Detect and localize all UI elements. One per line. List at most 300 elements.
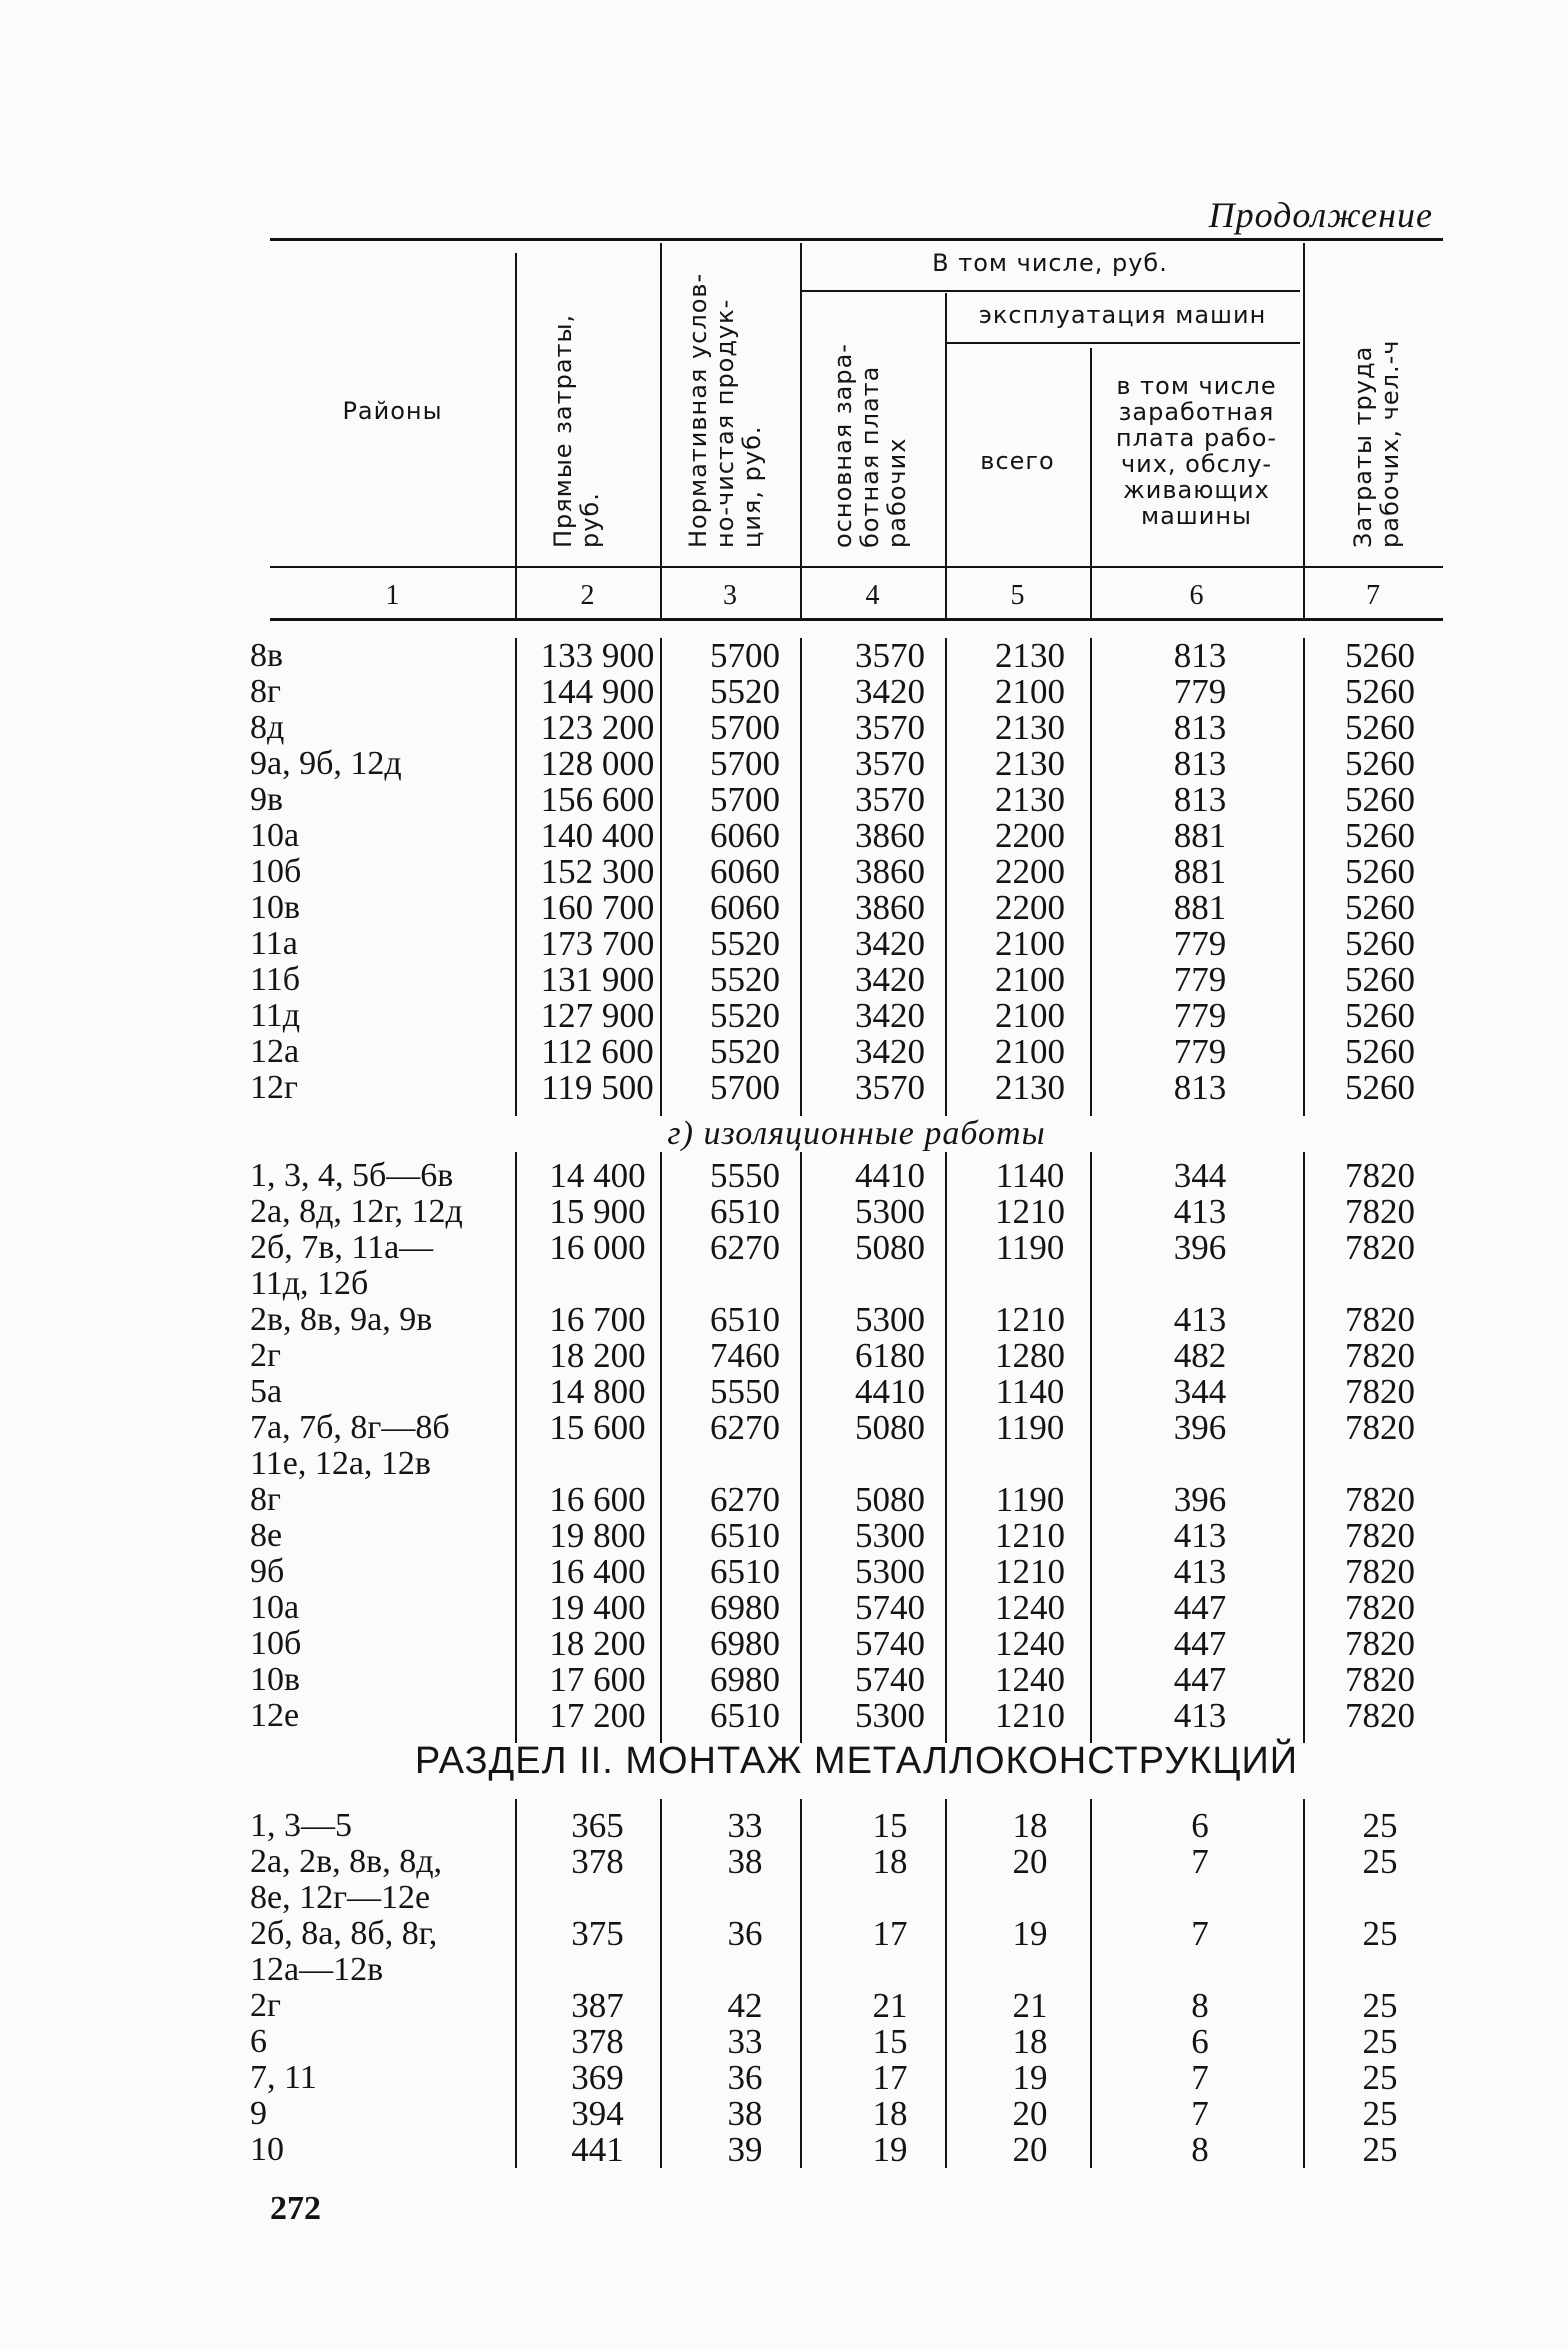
- value-cell: 5080: [855, 1480, 925, 1519]
- value-cell: 17 200: [549, 1696, 646, 1735]
- value-cell: 413: [1173, 1696, 1227, 1735]
- table-row: [250, 852, 1443, 891]
- value-cell: 3420: [855, 924, 925, 963]
- value-cell: 5260: [1345, 744, 1415, 783]
- table-row: [250, 1300, 1443, 1339]
- value-cell: 18: [1012, 2022, 1048, 2061]
- value-cell: 36: [727, 1914, 763, 1953]
- header-group-exploitation: эксплуатация машин: [978, 301, 1267, 329]
- value-cell: 6980: [710, 1588, 780, 1627]
- value-cell: 6: [1191, 1806, 1209, 1845]
- value-cell: 5300: [855, 1192, 925, 1231]
- value-cell: 5520: [710, 996, 780, 1035]
- district-cell: 7а, 7б, 8г—8б: [250, 1409, 450, 1446]
- district-cell: 2б, 8а, 8б, 8г,: [250, 1915, 438, 1952]
- value-cell: 17 600: [549, 1660, 646, 1699]
- table-row: [250, 960, 1443, 999]
- value-cell: 173 700: [540, 924, 655, 963]
- value-cell: 413: [1173, 1516, 1227, 1555]
- value-cell: 396: [1173, 1480, 1227, 1519]
- table-row: [250, 1336, 1443, 1375]
- table-row: [250, 1951, 1443, 1988]
- value-cell: 5700: [710, 708, 780, 747]
- value-cell: 1190: [995, 1480, 1065, 1519]
- value-cell: 7820: [1345, 1552, 1415, 1591]
- value-cell: 413: [1173, 1300, 1227, 1339]
- value-cell: 1240: [995, 1624, 1065, 1663]
- district-cell: 12а—12в: [250, 1951, 384, 1988]
- table-row: [250, 1696, 1443, 1735]
- value-cell: 160 700: [540, 888, 655, 927]
- district-cell: 10б: [250, 1625, 302, 1662]
- district-cell: 10а: [250, 1589, 300, 1626]
- value-cell: 25: [1362, 2130, 1398, 2169]
- value-cell: 33: [727, 1806, 763, 1845]
- value-cell: 133 900: [540, 636, 655, 675]
- value-cell: 5300: [855, 1696, 925, 1735]
- district-cell: 11б: [250, 961, 301, 998]
- value-cell: 18: [1012, 1806, 1048, 1845]
- value-cell: 112 600: [541, 1032, 654, 1071]
- value-cell: 779: [1173, 1032, 1227, 1071]
- header-normative-product: Нормативная услов- но-чистая продук- ция, руб.: [684, 272, 766, 548]
- value-cell: 1190: [995, 1408, 1065, 1447]
- value-cell: 7820: [1345, 1192, 1415, 1231]
- value-cell: 5260: [1345, 780, 1415, 819]
- value-cell: 344: [1173, 1372, 1227, 1411]
- value-cell: 6270: [710, 1228, 780, 1267]
- value-cell: 2100: [995, 1032, 1065, 1071]
- value-cell: 3420: [855, 1032, 925, 1071]
- value-cell: 5260: [1345, 708, 1415, 747]
- value-cell: 18: [872, 2094, 908, 2133]
- value-cell: 6270: [710, 1480, 780, 1519]
- table-row: [250, 888, 1443, 927]
- table-row: [250, 1914, 1443, 1953]
- value-cell: 6060: [710, 852, 780, 891]
- value-cell: 5520: [710, 960, 780, 999]
- value-cell: 5260: [1345, 672, 1415, 711]
- value-cell: 21: [872, 1986, 908, 2025]
- value-cell: 21: [1012, 1986, 1048, 2025]
- value-cell: 413: [1173, 1192, 1227, 1231]
- value-cell: 1210: [995, 1696, 1065, 1735]
- value-cell: 5520: [710, 1032, 780, 1071]
- value-cell: 378: [571, 1842, 624, 1881]
- value-cell: 7820: [1345, 1516, 1415, 1555]
- value-cell: 813: [1173, 708, 1227, 747]
- value-cell: 7: [1191, 1842, 1209, 1881]
- value-cell: 6510: [710, 1552, 780, 1591]
- header-direct-costs: Прямые затраты, руб.: [549, 313, 604, 548]
- value-cell: 2100: [995, 672, 1065, 711]
- value-cell: 375: [571, 1914, 624, 1953]
- district-cell: 8г: [250, 1481, 281, 1518]
- district-cell: 11е, 12а, 12в: [250, 1445, 431, 1482]
- value-cell: 447: [1173, 1624, 1227, 1663]
- value-cell: 6510: [710, 1300, 780, 1339]
- value-cell: 5260: [1345, 888, 1415, 927]
- value-cell: 413: [1173, 1552, 1227, 1591]
- district-cell: 8д: [250, 709, 285, 746]
- value-cell: 19: [872, 2130, 908, 2169]
- district-cell: 2в, 8в, 9а, 9в: [250, 1301, 433, 1338]
- value-cell: 5700: [710, 780, 780, 819]
- district-cell: 2а, 8д, 12г, 12д: [250, 1193, 463, 1230]
- value-cell: 6980: [710, 1624, 780, 1663]
- value-cell: 15: [872, 1806, 908, 1845]
- value-cell: 3570: [855, 780, 925, 819]
- value-cell: 25: [1362, 1986, 1398, 2025]
- value-cell: 17: [872, 2058, 908, 2097]
- district-cell: 10а: [250, 817, 300, 854]
- value-cell: 7820: [1345, 1300, 1415, 1339]
- table-row: [250, 1068, 1443, 1107]
- header-bottom-rule: [270, 566, 1443, 568]
- table-row: [250, 1624, 1443, 1663]
- value-cell: 19: [1012, 1914, 1048, 1953]
- value-cell: 7820: [1345, 1408, 1415, 1447]
- table-row: [250, 2058, 1443, 2097]
- value-cell: 779: [1173, 960, 1227, 999]
- value-cell: 3420: [855, 672, 925, 711]
- district-cell: 8г: [250, 673, 281, 710]
- table-row: [250, 1842, 1443, 1881]
- district-cell: 9: [250, 2095, 267, 2132]
- value-cell: 18: [872, 1842, 908, 1881]
- value-cell: 8: [1191, 2130, 1209, 2169]
- value-cell: 7820: [1345, 1228, 1415, 1267]
- district-cell: 10в: [250, 1661, 301, 1698]
- district-cell: 12е: [250, 1697, 300, 1734]
- vline-4: [800, 243, 802, 618]
- value-cell: 3860: [855, 852, 925, 891]
- value-cell: 38: [727, 1842, 763, 1881]
- value-cell: 15 600: [549, 1408, 646, 1447]
- value-cell: 7820: [1345, 1696, 1415, 1735]
- table-row: [250, 1660, 1443, 1699]
- colnum-rule: [270, 618, 1443, 621]
- value-cell: 5740: [855, 1624, 925, 1663]
- value-cell: 5550: [710, 1372, 780, 1411]
- value-cell: 5700: [710, 1068, 780, 1107]
- value-cell: 396: [1173, 1228, 1227, 1267]
- header-top-rule: [270, 238, 1443, 241]
- value-cell: 5300: [855, 1552, 925, 1591]
- table-row: [250, 1408, 1443, 1447]
- district-cell: 2г: [250, 1987, 281, 2024]
- district-cell: 8е, 12г—12е: [250, 1879, 431, 1916]
- district-cell: 2г: [250, 1337, 281, 1374]
- value-cell: 156 600: [540, 780, 655, 819]
- value-cell: 5080: [855, 1408, 925, 1447]
- colnum-6: 6: [1189, 580, 1204, 611]
- value-cell: 7820: [1345, 1480, 1415, 1519]
- value-cell: 42: [727, 1986, 763, 2025]
- section2-title: РАЗДЕЛ II. МОНТАЖ МЕТАЛЛОКОНСТРУКЦИЙ: [270, 1743, 1443, 1799]
- table-row: [250, 996, 1443, 1035]
- vline-3: [660, 243, 662, 618]
- value-cell: 369: [571, 2058, 624, 2097]
- value-cell: 7820: [1345, 1336, 1415, 1375]
- value-cell: 881: [1173, 816, 1227, 855]
- value-cell: 1190: [995, 1228, 1065, 1267]
- table-row: [250, 1480, 1443, 1519]
- table-row: [250, 780, 1443, 819]
- value-cell: 1210: [995, 1552, 1065, 1591]
- value-cell: 123 200: [540, 708, 655, 747]
- district-cell: 11д, 12б: [250, 1265, 369, 1302]
- value-cell: 344: [1173, 1156, 1227, 1195]
- value-cell: 5700: [710, 744, 780, 783]
- value-cell: 7: [1191, 1914, 1209, 1953]
- district-cell: 2б, 7в, 11а—: [250, 1229, 434, 1266]
- value-cell: 813: [1173, 1068, 1227, 1107]
- district-cell: 7, 11: [250, 2059, 317, 2096]
- value-cell: 14 400: [549, 1156, 646, 1195]
- value-cell: 3570: [855, 1068, 925, 1107]
- table-row: [250, 2094, 1443, 2133]
- value-cell: 447: [1173, 1588, 1227, 1627]
- value-cell: 6980: [710, 1660, 780, 1699]
- district-cell: 10: [250, 2131, 284, 2168]
- table-row: [250, 924, 1443, 963]
- value-cell: 6: [1191, 2022, 1209, 2061]
- value-cell: 2100: [995, 924, 1065, 963]
- table-row: [250, 1986, 1443, 2025]
- district-cell: 12а: [250, 1033, 300, 1070]
- value-cell: 779: [1173, 672, 1227, 711]
- value-cell: 881: [1173, 852, 1227, 891]
- value-cell: 127 900: [540, 996, 655, 1035]
- colnum-3: 3: [723, 580, 737, 611]
- district-cell: 9а, 9б, 12д: [250, 745, 402, 782]
- value-cell: 1210: [995, 1516, 1065, 1555]
- value-cell: 447: [1173, 1660, 1227, 1699]
- value-cell: 813: [1173, 744, 1227, 783]
- value-cell: 1210: [995, 1300, 1065, 1339]
- table-row: [250, 672, 1443, 711]
- value-cell: 7820: [1345, 1588, 1415, 1627]
- value-cell: 152 300: [540, 852, 655, 891]
- value-cell: 2200: [995, 816, 1065, 855]
- value-cell: 1140: [995, 1156, 1065, 1195]
- value-cell: 38: [727, 2094, 763, 2133]
- value-cell: 2100: [995, 960, 1065, 999]
- value-cell: 6270: [710, 1408, 780, 1447]
- value-cell: 19 400: [549, 1588, 646, 1627]
- value-cell: 2130: [995, 708, 1065, 747]
- value-cell: 20: [1012, 2094, 1048, 2133]
- value-cell: 6510: [710, 1516, 780, 1555]
- value-cell: 16 000: [549, 1228, 646, 1267]
- colnum-5: 5: [1010, 580, 1025, 611]
- value-cell: 5260: [1345, 924, 1415, 963]
- vline-7: [1303, 243, 1305, 618]
- table-row: [250, 636, 1443, 675]
- header-machine-wage: в том числе заработная плата рабо- чих, обслу- живающих машины: [1115, 372, 1278, 530]
- header-group-including: В том числе, руб.: [932, 249, 1168, 277]
- value-cell: 15: [872, 2022, 908, 2061]
- value-cell: 378: [571, 2022, 624, 2061]
- value-cell: 144 900: [540, 672, 655, 711]
- value-cell: 16 600: [549, 1480, 646, 1519]
- value-cell: 140 400: [540, 816, 655, 855]
- value-cell: 2130: [995, 744, 1065, 783]
- table-row: [250, 1372, 1443, 1411]
- table-row: [250, 816, 1443, 855]
- district-cell: 8в: [250, 637, 284, 674]
- value-cell: 3860: [855, 888, 925, 927]
- value-cell: 5080: [855, 1228, 925, 1267]
- value-cell: 6180: [855, 1336, 925, 1375]
- continuation-label: Продолжение: [1208, 195, 1433, 235]
- value-cell: 6060: [710, 888, 780, 927]
- district-cell: 9б: [250, 1553, 285, 1590]
- value-cell: 5260: [1345, 996, 1415, 1035]
- value-cell: 119 500: [541, 1068, 654, 1107]
- district-cell: 10в: [250, 889, 301, 926]
- value-cell: 5260: [1345, 636, 1415, 675]
- value-cell: 20: [1012, 1842, 1048, 1881]
- header-labor-cost: Затраты труда рабочих, чел.-ч: [1349, 339, 1404, 548]
- value-cell: 396: [1173, 1408, 1227, 1447]
- value-cell: 5700: [710, 636, 780, 675]
- value-cell: 18 200: [549, 1624, 646, 1663]
- value-cell: 2130: [995, 1068, 1065, 1107]
- value-cell: 3570: [855, 744, 925, 783]
- table-row: [250, 744, 1443, 783]
- value-cell: 1240: [995, 1660, 1065, 1699]
- value-cell: 1240: [995, 1588, 1065, 1627]
- header-total: всего: [980, 447, 1055, 475]
- colnum-4: 4: [865, 580, 880, 611]
- value-cell: 5300: [855, 1516, 925, 1555]
- page-number: 272: [270, 2190, 321, 2227]
- value-cell: 25: [1362, 2094, 1398, 2133]
- value-cell: 16 700: [549, 1300, 646, 1339]
- district-cell: 11а: [250, 925, 298, 962]
- value-cell: 33: [727, 2022, 763, 2061]
- value-cell: 25: [1362, 2058, 1398, 2097]
- value-cell: 2100: [995, 996, 1065, 1035]
- table-row: [250, 2130, 1443, 2169]
- value-cell: 7: [1191, 2094, 1209, 2133]
- value-cell: 19: [1012, 2058, 1048, 2097]
- value-cell: 813: [1173, 780, 1227, 819]
- value-cell: 6510: [710, 1696, 780, 1735]
- value-cell: 7820: [1345, 1624, 1415, 1663]
- district-cell: 1, 3—5: [250, 1807, 352, 1844]
- value-cell: 128 000: [540, 744, 655, 783]
- value-cell: 4410: [855, 1372, 925, 1411]
- district-cell: 6: [250, 2023, 267, 2060]
- colnum-2: 2: [580, 580, 595, 611]
- table-row: [250, 2022, 1443, 2061]
- value-cell: 25: [1362, 1806, 1398, 1845]
- district-cell: 12г: [250, 1069, 298, 1106]
- header-base-wage: основная зара- ботная плата рабочих: [829, 343, 911, 548]
- value-cell: 4410: [855, 1156, 925, 1195]
- value-cell: 5260: [1345, 960, 1415, 999]
- district-cell: 2а, 2в, 8в, 8д,: [250, 1843, 442, 1880]
- value-cell: 36: [727, 2058, 763, 2097]
- value-cell: 7820: [1345, 1156, 1415, 1195]
- table-row: [250, 1806, 1443, 1845]
- value-cell: 6060: [710, 816, 780, 855]
- group-rule: [800, 290, 1300, 292]
- value-cell: 482: [1173, 1336, 1227, 1375]
- value-cell: 2200: [995, 888, 1065, 927]
- value-cell: 779: [1173, 996, 1227, 1035]
- value-cell: 20: [1012, 2130, 1048, 2169]
- value-cell: 25: [1362, 1914, 1398, 1953]
- value-cell: 7820: [1345, 1660, 1415, 1699]
- table-row: [250, 1588, 1443, 1627]
- table-row: [250, 1265, 1443, 1302]
- district-cell: 5а: [250, 1373, 283, 1410]
- colnum-1: 1: [385, 580, 400, 611]
- district-cell: 10б: [250, 853, 302, 890]
- value-cell: 387: [571, 1986, 624, 2025]
- exploit-rule: [945, 342, 1300, 344]
- value-cell: 3860: [855, 816, 925, 855]
- value-cell: 131 900: [540, 960, 655, 999]
- value-cell: 1280: [995, 1336, 1065, 1375]
- value-cell: 3570: [855, 636, 925, 675]
- table-row: [250, 1192, 1443, 1231]
- value-cell: 19 800: [549, 1516, 646, 1555]
- table-row: [250, 1445, 1443, 1482]
- table-row: [250, 1516, 1443, 1555]
- section-insulation-title: г) изоляционные работы: [270, 1116, 1443, 1152]
- table-row: [250, 1228, 1443, 1267]
- value-cell: 779: [1173, 924, 1227, 963]
- district-cell: 11д: [250, 997, 301, 1034]
- value-cell: 5740: [855, 1588, 925, 1627]
- table-row: [250, 1032, 1443, 1071]
- value-cell: 5260: [1345, 816, 1415, 855]
- value-cell: 39: [727, 2130, 763, 2169]
- table-row: [250, 1156, 1443, 1195]
- value-cell: 2200: [995, 852, 1065, 891]
- value-cell: 8: [1191, 1986, 1209, 2025]
- value-cell: 17: [872, 1914, 908, 1953]
- value-cell: 441: [571, 2130, 624, 2169]
- value-cell: 5260: [1345, 1068, 1415, 1107]
- header-districts: Районы: [342, 397, 443, 425]
- value-cell: 5260: [1345, 1032, 1415, 1071]
- value-cell: 5300: [855, 1300, 925, 1339]
- value-cell: 15 900: [549, 1192, 646, 1231]
- value-cell: 5520: [710, 672, 780, 711]
- value-cell: 1210: [995, 1192, 1065, 1231]
- value-cell: 5550: [710, 1156, 780, 1195]
- value-cell: 16 400: [549, 1552, 646, 1591]
- value-cell: 6510: [710, 1192, 780, 1231]
- value-cell: 3420: [855, 960, 925, 999]
- value-cell: 5260: [1345, 852, 1415, 891]
- value-cell: 1140: [995, 1372, 1065, 1411]
- value-cell: 18 200: [549, 1336, 646, 1375]
- value-cell: 5520: [710, 924, 780, 963]
- value-cell: 881: [1173, 888, 1227, 927]
- value-cell: 5740: [855, 1660, 925, 1699]
- district-cell: 1, 3, 4, 5б—6в: [250, 1157, 454, 1194]
- table-row: [250, 708, 1443, 747]
- value-cell: 3570: [855, 708, 925, 747]
- value-cell: 394: [571, 2094, 624, 2133]
